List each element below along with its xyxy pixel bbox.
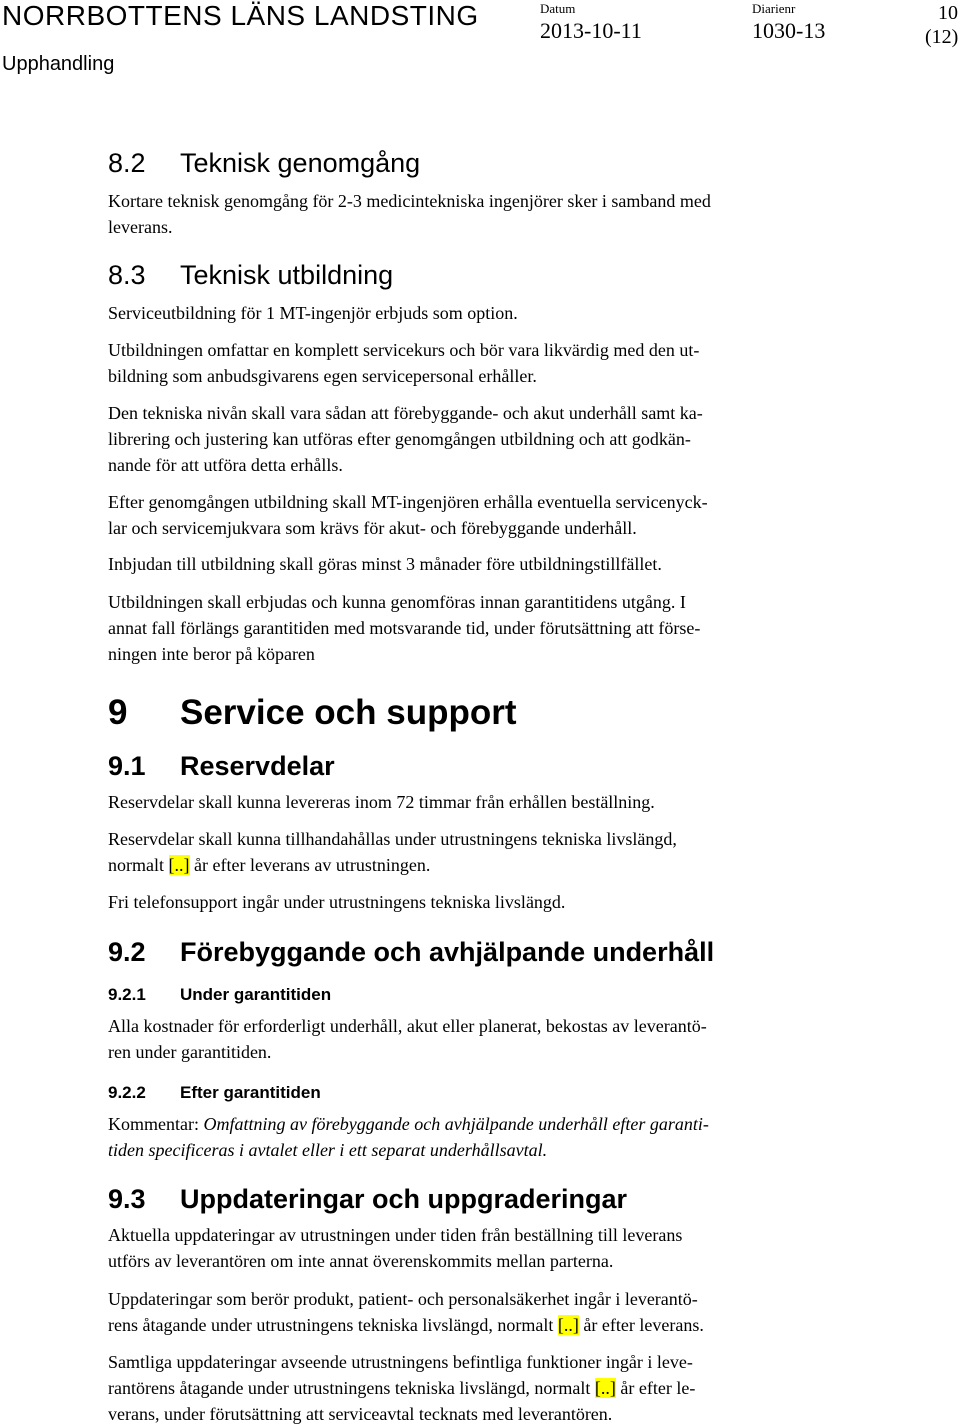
text-line: utförs av leverantören om inte annat överenskommits mellan parterna. [108, 1251, 614, 1271]
section-number: 8.2 [108, 148, 146, 178]
text-line: Utbildningen omfattar en komplett servicekurs och bör vara likvärdig med den ut- [108, 340, 700, 360]
chapter-heading-9 [108, 693, 516, 733]
subsection-number: 9.2.1 [108, 985, 146, 1004]
paragraph [108, 1222, 848, 1274]
comment-label: Kommentar: [108, 1114, 204, 1134]
paragraph [108, 188, 848, 240]
section-title: Teknisk utbildning [180, 260, 394, 290]
text-span: rens åtagande under utrustningens tekniska livslängd, normalt [108, 1315, 558, 1335]
text-line: Uppdateringar som berör produkt, patient- och personalsäkerhet ingår i leverantö- [108, 1289, 698, 1309]
subsection-title: Efter garantitiden [180, 1083, 321, 1102]
section-heading-8-2 [108, 148, 420, 179]
text-line: Reservdelar skall kunna levereras inom 72 timmar från erhållen beställning. [108, 792, 655, 812]
text-line: Kortare teknisk genomgång för 2-3 medicintekniska ingenjörer sker i samband med [108, 191, 711, 211]
text-line: Efter genomgången utbildning skall MT-ingenjören erhålla eventuella servicenyck- [108, 492, 708, 512]
section-title: Teknisk genomgång [180, 148, 421, 178]
text-line [108, 852, 848, 878]
text-line: Samtliga uppdateringar avseende utrustningens befintliga funktioner ingår i leve- [108, 1352, 693, 1372]
text-line: librering och justering kan utföras efter genomgången utbildning och att godkän- [108, 429, 691, 449]
text-line: Reservdelar skall kunna tillhandahållas under utrustningens tekniska livslängd, [108, 829, 677, 849]
text-line: Alla kostnader för erforderligt underhåll, akut eller planerat, bekostas av leverantö- [108, 1016, 707, 1036]
paragraph [108, 1013, 848, 1065]
section-heading-9-1 [108, 751, 335, 782]
department-name: Upphandling [2, 53, 115, 75]
comment-paragraph [108, 1111, 848, 1163]
chapter-number: 9 [108, 693, 128, 732]
section-number: 9.2 [108, 937, 146, 967]
text-span: rantörens åtagande under utrustningens tekniska livslängd, normalt [108, 1378, 595, 1398]
page-number: 10 [938, 2, 958, 24]
text-line: lar och servicemjukvara som krävs för akut- och förebyggande underhåll. [108, 518, 637, 538]
text-line: verans, under förutsättning att serviceavtal tecknats med leverantören. [108, 1404, 613, 1424]
section-title: Uppdateringar och uppgraderingar [180, 1184, 628, 1214]
text-span: år efter leverans av utrustningen. [189, 855, 431, 875]
placeholder-highlight: [..] [594, 1378, 616, 1398]
text-line: Inbjudan till utbildning skall göras minst 3 månader före utbildningstillfället. [108, 554, 662, 574]
section-heading-9-3 [108, 1184, 627, 1215]
paragraph [108, 337, 848, 389]
text-line: annat fall förlängs garantitiden med motsvarande tid, under förutsättning att förse- [108, 618, 701, 638]
section-number: 8.3 [108, 260, 146, 290]
paragraph [108, 489, 848, 541]
text-line: Fri telefonsupport ingår under utrustningens tekniska livslängd. [108, 892, 566, 912]
text-line: Aktuella uppdateringar av utrustningen under tiden från beställning till leverans [108, 1225, 683, 1245]
document-date: 2013-10-11 [540, 18, 642, 43]
placeholder-highlight: [..] [557, 1315, 579, 1335]
diarienr-value: 1030-13 [752, 18, 826, 43]
paragraph [108, 589, 848, 667]
section-number: 9.1 [108, 751, 146, 781]
text-span: år efter le- [615, 1378, 696, 1398]
page-total: (12) [925, 26, 959, 48]
comment-text: Omfattning av förebyggande och avhjälpande underhåll efter garanti- [203, 1114, 709, 1134]
placeholder-highlight: [..] [168, 855, 190, 875]
paragraph [108, 789, 848, 815]
section-title: Reservdelar [180, 751, 335, 781]
text-line [108, 1111, 848, 1137]
date-label: Datum [540, 1, 576, 16]
text-line: leverans. [108, 217, 173, 237]
text-line [108, 1375, 848, 1401]
subsection-heading-9-2-2 [108, 1083, 321, 1103]
text-line: Den tekniska nivån skall vara sådan att förebyggande- och akut underhåll samt ka- [108, 403, 703, 423]
subsection-number: 9.2.2 [108, 1083, 146, 1102]
text-line: nande för att utföra detta erhålls. [108, 455, 343, 475]
paragraph [108, 1286, 848, 1338]
section-heading-8-3 [108, 260, 393, 291]
text-span: normalt [108, 855, 169, 875]
paragraph [108, 889, 848, 915]
text-line: ningen inte beror på köparen [108, 644, 315, 664]
paragraph [108, 551, 848, 577]
subsection-heading-9-2-1 [108, 985, 331, 1005]
section-number: 9.3 [108, 1184, 146, 1214]
text-line: Utbildningen skall erbjudas och kunna genomföras innan garantitidens utgång. I [108, 592, 686, 612]
section-title: Förebyggande och avhjälpande underhåll [180, 937, 715, 967]
text-line [108, 1312, 848, 1338]
organization-name: NORRBOTTENS LÄNS LANDSTING [2, 0, 479, 31]
text-span: år efter leverans. [578, 1315, 704, 1335]
text-line: ren under garantitiden. [108, 1042, 272, 1062]
paragraph [108, 826, 848, 878]
text-line: bildning som anbudsgivarens egen servicepersonal erhåller. [108, 366, 537, 386]
subsection-title: Under garantitiden [180, 985, 332, 1004]
section-heading-9-2 [108, 937, 714, 968]
diarienr-label: Diarienr [752, 1, 796, 16]
paragraph [108, 400, 848, 478]
comment-text: tiden specificeras i avtalet eller i ett separat underhållsavtal. [108, 1140, 548, 1160]
chapter-title: Service och support [180, 693, 517, 732]
paragraph [108, 300, 848, 326]
text-line: Serviceutbildning för 1 MT-ingenjör erbjuds som option. [108, 303, 518, 323]
paragraph [108, 1349, 848, 1427]
